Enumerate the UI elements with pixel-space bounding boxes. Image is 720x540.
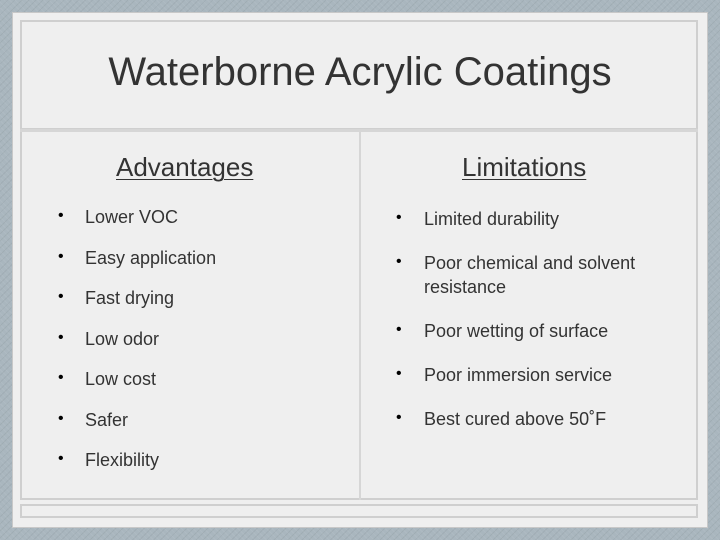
bullet-icon: • xyxy=(58,329,64,346)
bullet-icon: • xyxy=(58,207,64,224)
limitation-text: Poor wetting of surface xyxy=(424,321,609,341)
limitations-heading: Limitations xyxy=(462,152,587,182)
advantages-heading: Advantages xyxy=(116,152,254,182)
bullet-icon: • xyxy=(58,369,64,386)
bullet-icon: • xyxy=(58,288,64,305)
advantage-text: Easy application xyxy=(85,248,217,268)
bullet-icon: • xyxy=(396,253,402,270)
column-divider xyxy=(359,132,361,500)
footer-strip xyxy=(20,504,698,518)
bullet-icon: • xyxy=(396,409,402,426)
bullet-icon: • xyxy=(58,248,64,265)
limitation-text-continued: resistance xyxy=(424,277,507,297)
advantage-text: Low odor xyxy=(85,329,160,349)
bullet-icon: • xyxy=(396,209,402,226)
slide-title: Waterborne Acrylic Coatings xyxy=(108,50,612,94)
advantage-text: Fast drying xyxy=(85,288,175,308)
limitation-text: Limited durability xyxy=(424,209,560,229)
limitation-text: Best cured above 50˚F xyxy=(424,409,607,429)
advantage-text: Low cost xyxy=(85,369,157,389)
bullet-icon: • xyxy=(58,410,64,427)
advantage-text: Safer xyxy=(85,410,129,430)
advantage-text: Flexibility xyxy=(85,450,160,470)
limitation-text: Poor chemical and solvent xyxy=(424,253,636,273)
bullet-icon: • xyxy=(396,321,402,338)
limitation-text: Poor immersion service xyxy=(424,365,613,385)
advantage-text: Lower VOC xyxy=(85,207,179,227)
bullet-icon: • xyxy=(396,365,402,382)
bullet-icon: • xyxy=(58,450,64,467)
